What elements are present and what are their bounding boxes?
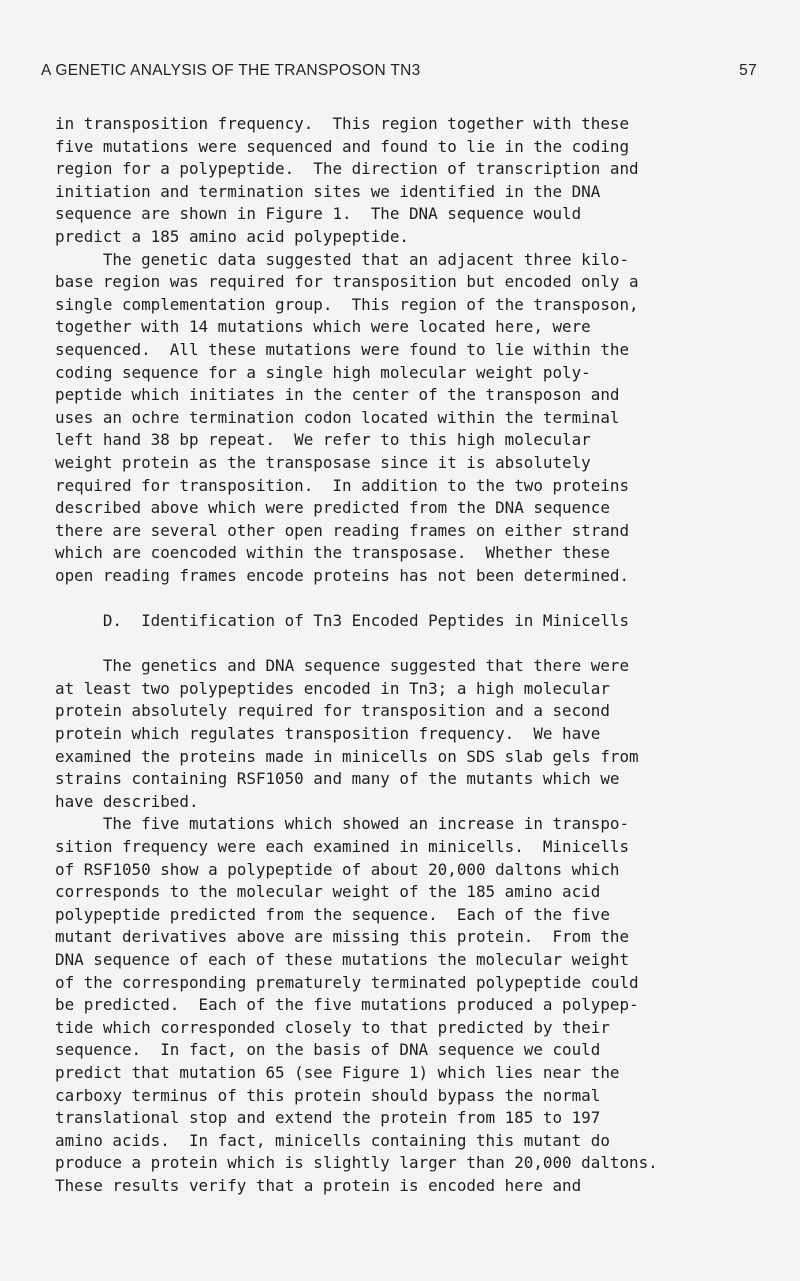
text-line: base region was required for transposition but encoded only a	[55, 272, 639, 292]
text-line: initiation and termination sites we identified in the DNA	[55, 181, 601, 201]
running-header	[41, 62, 757, 86]
text-line: of the corresponding prematurely terminated polypeptide could	[55, 972, 639, 992]
text-line: weight protein as the transposase since it is absolutely	[55, 452, 591, 472]
text-line: strains containing RSF1050 and many of the mutants which we	[55, 769, 620, 789]
text-line: The genetics and DNA sequence suggested that there were	[55, 656, 630, 676]
text-line: sition frequency were each examined in minicells. Minicells	[55, 837, 630, 856]
text-line: sequence are shown in Figure 1. The DNA sequence would	[55, 204, 582, 224]
text-line: carboxy terminus of this protein should bypass the normal	[55, 1085, 601, 1105]
text-line: of RSF1050 show a polypeptide of about 20,000 daltons which	[55, 859, 620, 879]
text-line: produce a protein which is slightly larger than 20,000 daltons.	[55, 1153, 658, 1173]
text-line: mutant derivatives above are missing this protein. From the	[55, 927, 630, 947]
paragraph-continuation	[55, 113, 775, 249]
text-line: in transposition frequency. This region together with these	[55, 114, 630, 133]
text-line: at least two polypeptides encoded in Tn3; a high molecular	[55, 678, 610, 698]
text-line: which are coencoded within the transposase. Whether these	[55, 543, 610, 563]
spacer	[55, 633, 775, 656]
text-line: region for a polypeptide. The direction of transcription and	[55, 159, 639, 179]
text-line: open reading frames encode proteins has not been determined.	[55, 565, 630, 585]
text-line: left hand 38 bp repeat. We refer to this high molecular	[55, 430, 591, 450]
paragraph-minicells	[55, 813, 775, 1197]
text-line: required for transposition. In addition to the two proteins	[55, 475, 630, 495]
section-heading: D. Identification of Tn3 Encoded Peptides in Minicells	[55, 611, 630, 631]
text-line: have described.	[55, 791, 199, 811]
text-line: These results verify that a protein is encoded here and	[55, 1175, 582, 1195]
text-line: peptide which initiates in the center of the transposon and	[55, 385, 620, 405]
running-title: A GENETIC ANALYSIS OF THE TRANSPOSON TN3	[41, 62, 421, 79]
text-line: sequence. In fact, on the basis of DNA sequence we could	[55, 1040, 601, 1060]
text-line: polypeptide predicted from the sequence. Each of the five	[55, 904, 610, 924]
paragraph-genetics	[55, 655, 775, 813]
text-line: described above which were predicted from the DNA sequence	[55, 498, 610, 518]
text-line: coding sequence for a single high molecular weight poly-	[55, 362, 591, 382]
text-line: examined the proteins made in minicells on SDS slab gels from	[55, 746, 639, 766]
text-line: DNA sequence of each of these mutations the molecular weight	[55, 949, 630, 969]
text-line: uses an ochre termination codon located within the terminal	[55, 407, 620, 427]
text-line: protein which regulates transposition frequency. We have	[55, 724, 601, 744]
text-line: The genetic data suggested that an adjacent three kilo-	[55, 249, 630, 269]
text-line: tide which corresponded closely to that predicted by their	[55, 1017, 610, 1037]
text-line: predict a 185 amino acid polypeptide.	[55, 226, 409, 246]
text-line: there are several other open reading frames on either strand	[55, 520, 630, 540]
page-number: 57	[739, 62, 757, 79]
text-line: five mutations were sequenced and found to lie in the coding	[55, 136, 630, 156]
text-line: amino acids. In fact, minicells containing this mutant do	[55, 1130, 610, 1150]
text-line: be predicted. Each of the five mutations produced a polypep-	[55, 995, 639, 1015]
text-line: translational stop and extend the protein from 185 to 197	[55, 1108, 601, 1128]
text-line: single complementation group. This region of the transposon,	[55, 294, 639, 314]
text-line: The five mutations which showed an increase in transpo-	[55, 814, 630, 834]
text-line: predict that mutation 65 (see Figure 1) which lies near the	[55, 1062, 620, 1082]
text-line: together with 14 mutations which were located here, were	[55, 317, 591, 337]
paragraph-transposase	[55, 249, 775, 588]
text-line: protein absolutely required for transposition and a second	[55, 701, 610, 721]
spacer	[55, 587, 775, 610]
text-line: corresponds to the molecular weight of the 185 amino acid	[55, 882, 601, 902]
body-text	[55, 113, 775, 1198]
text-line: sequenced. All these mutations were found to lie within the	[55, 339, 630, 359]
